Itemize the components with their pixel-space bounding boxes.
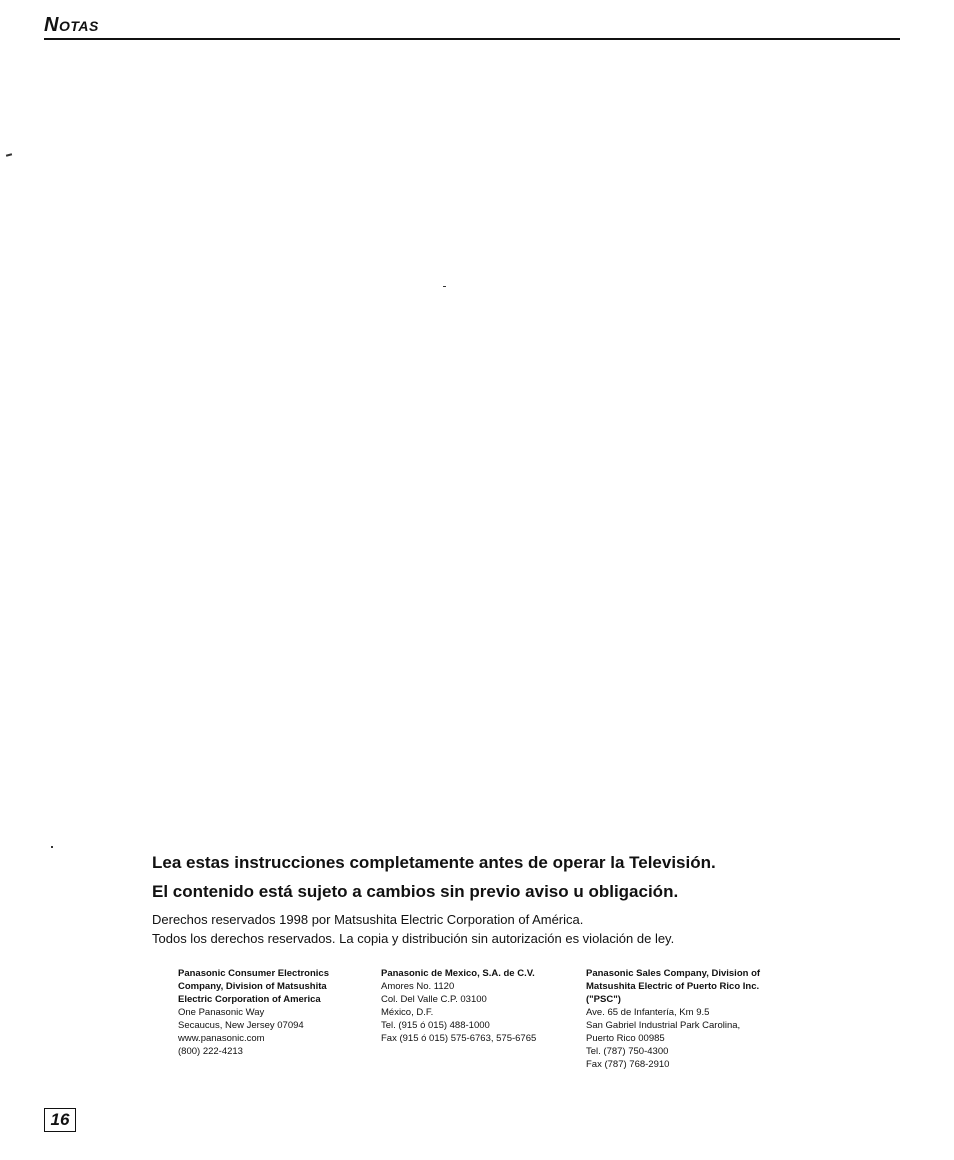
address-puerto-rico	[586, 967, 760, 1071]
address-line: Amores No. 1120	[381, 981, 455, 992]
page-number: 16	[44, 1108, 76, 1132]
address-fax: Fax (915 ó 015) 575-6763, 575-6765	[381, 1033, 537, 1044]
address-line: Matsushita Electric of Puerto Rico Inc.	[586, 981, 760, 992]
address-line: Panasonic Consumer Electronics	[178, 968, 329, 979]
address-line: ("PSC")	[586, 994, 621, 1005]
address-line: Puerto Rico 00985	[586, 1033, 665, 1044]
address-line: Ave. 65 de Infantería, Km 9.5	[586, 1007, 710, 1018]
address-line: Electric Corporation of America	[178, 994, 321, 1005]
notice-instructions: Lea estas instrucciones completamente antes de operar la Televisión.	[152, 853, 716, 872]
scan-speck	[6, 153, 12, 156]
address-phone: Tel. (915 ó 015) 488-1000	[381, 1020, 490, 1031]
address-line: Panasonic Sales Company, Division of	[586, 968, 761, 979]
copyright-block	[152, 910, 872, 948]
address-line: Secaucus, New Jersey 07094	[178, 1020, 304, 1031]
address-line: San Gabriel Industrial Park Carolina,	[586, 1020, 741, 1031]
address-fax: Fax (787) 768-2910	[586, 1059, 670, 1070]
page-header	[44, 12, 900, 40]
scan-speck	[443, 286, 446, 287]
address-mexico	[381, 967, 536, 1045]
rights-line: Todos los derechos reservados. La copia y distribución sin autorización es violación de ley.	[152, 931, 675, 946]
address-website: www.panasonic.com	[178, 1033, 265, 1044]
address-phone: (800) 222-4213	[178, 1046, 243, 1057]
section-title: Notas	[44, 14, 99, 36]
address-line: México, D.F.	[381, 1007, 434, 1018]
address-line: Company, Division of Matsushita	[178, 981, 327, 992]
address-line: Panasonic de Mexico, S.A. de C.V.	[381, 968, 535, 979]
address-line: One Panasonic Way	[178, 1007, 265, 1018]
scan-speck	[51, 846, 53, 848]
notice-subject-to-change: El contenido está sujeto a cambios sin previo aviso u obligación.	[152, 882, 679, 901]
address-line: Col. Del Valle C.P. 03100	[381, 994, 487, 1005]
address-section	[0, 967, 954, 1077]
copyright-line: Derechos reservados 1998 por Matsushita Electric Corporation of América.	[152, 912, 584, 927]
notice-block	[152, 848, 872, 948]
address-usa	[178, 967, 329, 1058]
address-phone: Tel. (787) 750-4300	[586, 1046, 669, 1057]
